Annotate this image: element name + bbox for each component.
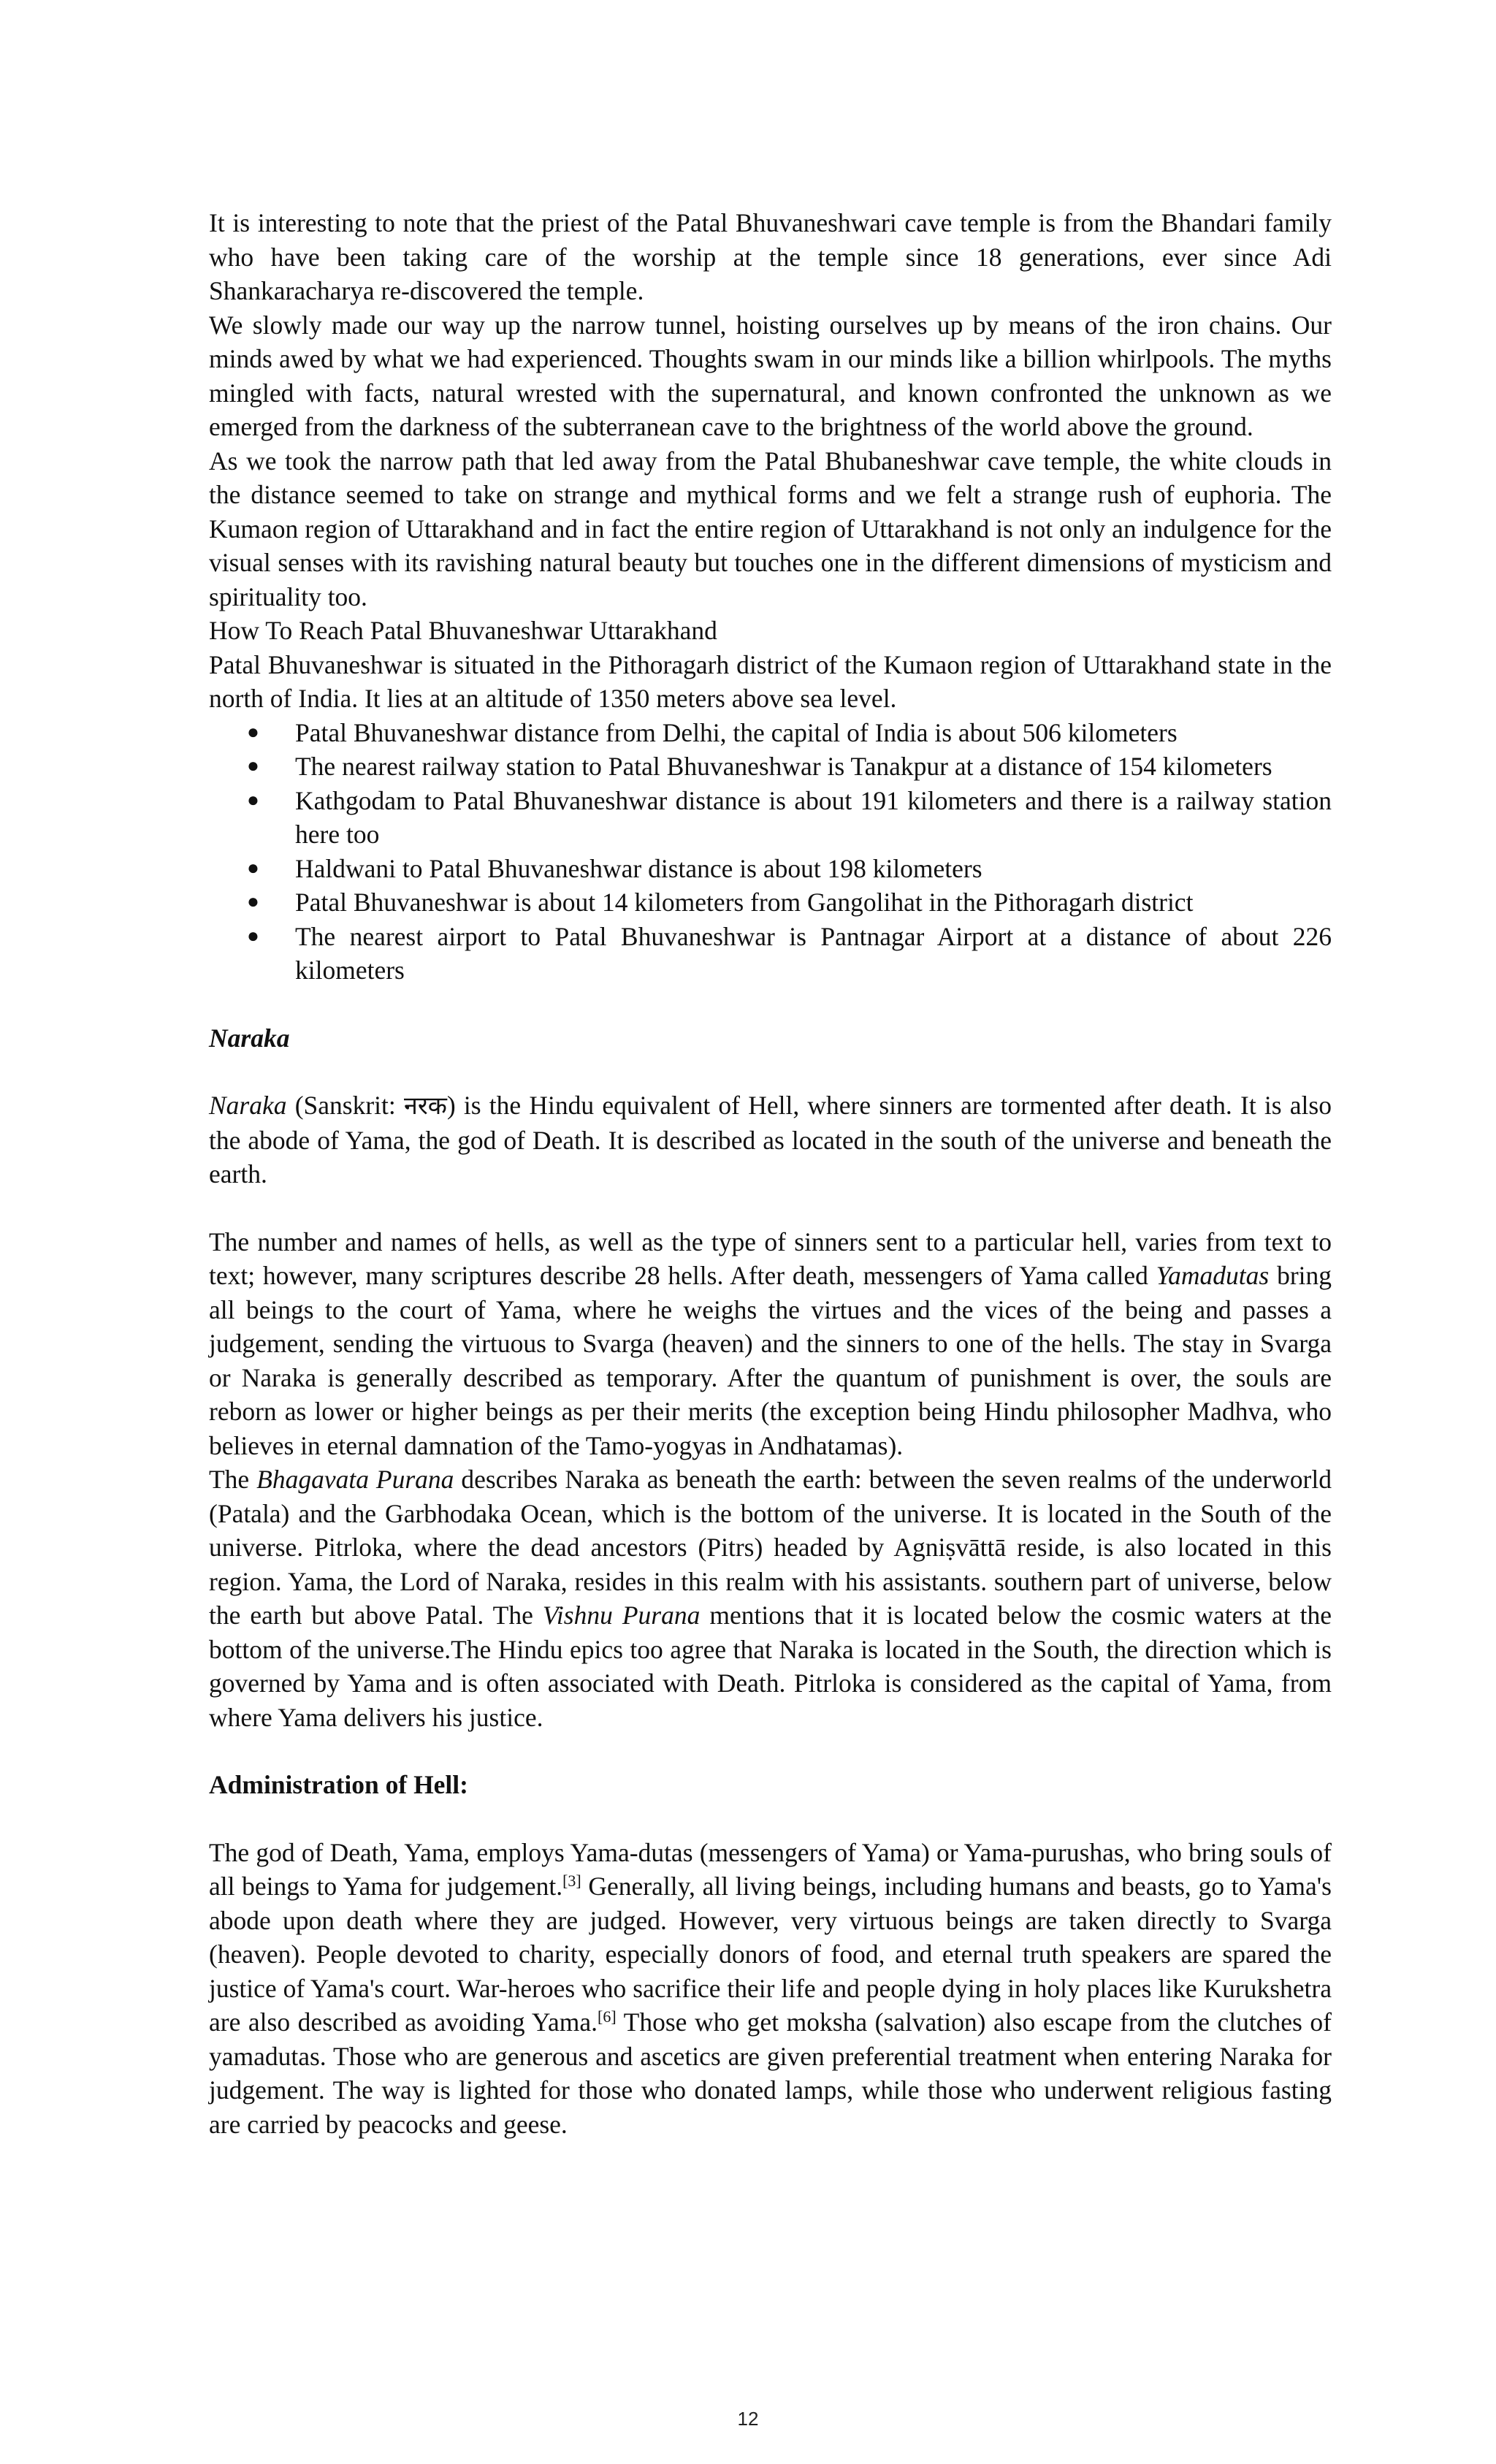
text-segment: The [209,1465,257,1494]
intro-paragraph-2: We slowly made our way up the narrow tunnel, hoisting ourselves up by means of the iron chains. Our minds awed by what we had experienced. Thoughts swam in our minds like a billion whirlpools. The myths mingled with facts, natural wrested with the supernatural, and known confronted the unknown as we emerged from the darkness of the subterranean cave to the brightness of the world above the ground. [209,310,1332,441]
list-item [247,885,1332,920]
list-item [247,852,1332,886]
spacer [209,988,1332,1021]
spacer [209,1734,1332,1768]
naraka-heading: Naraka [209,1023,290,1053]
naraka-paragraph-2 [209,1225,1332,1463]
spacer [209,1055,1332,1088]
bullet-text: Patal Bhuvaneshwar is about 14 kilometers from Gangolihat in the Pithoragarh district [295,888,1194,917]
administration-heading: Administration of Hell: [209,1770,468,1799]
bullet-text: The nearest railway station to Patal Bhuvaneshwar is Tanakpur at a distance of 154 kilometers [295,752,1272,781]
administration-paragraph [209,1836,1332,2142]
text-segment: describes Naraka as beneath the earth: between the seven realms of the underworld (Patala) and the Garbhodaka Ocean, which is the bottom of the universe. It is located in the South of the universe. Pitrloka, where the dead ancestors (Pitrs) headed by Agniṣvāttā reside, is also located in this region. Yama, the Lord of Naraka, resides in this realm with his assistants. southern part of universe, below the earth but above Patal. The [209,1465,1332,1630]
intro-paragraph-1: It is interesting to note that the priest of the Patal Bhuvaneshwari cave temple is from the Bhandari family who have been taking care of the worship at the temple since 18 generations, ever since Adi Shankaracharya re-discovered the temple. [209,208,1332,305]
bullet-text: Kathgodam to Patal Bhuvaneshwar distance is about 191 kilometers and there is a railway station here too [295,785,1332,849]
reference-marker: [3] [562,1872,581,1890]
spacer [209,1191,1332,1225]
sanskrit-word: नरक [403,1091,447,1121]
bullet-text: Haldwani to Patal Bhuvaneshwar distance is about 198 kilometers [295,853,982,883]
bullet-icon: ● [247,720,259,744]
text-segment: bring all beings to the court of Yama, where he weighs the virtues and the vices of the being and passes a judgement, sending the virtuous to Svarga (heaven) and the sinners to one of the hells. The stay in Svarga or Naraka is generally described as temporary. After the quantum of punishment is over, the souls are reborn as lower or higher beings as per their merits (the exception being Hindu philosopher Madhva, who believes in eternal damnation of the Tamo-yogyas in Andhatamas). [209,1261,1332,1460]
bullet-icon: ● [247,890,259,913]
page-number: 12 [737,2408,759,2430]
sanskrit-prefix: (Sanskrit: [286,1091,404,1120]
list-item [247,716,1332,750]
spacer [209,1802,1332,1836]
reach-paragraph: Patal Bhuvaneshwar is situated in the Pithoragarh district of the Kumaon region of Uttarakhand state in the north of India. It lies at an altitude of 1350 meters above sea level. [209,649,1332,713]
naraka-paragraph-1 [209,1088,1332,1191]
reference-marker: [6] [598,2007,617,2026]
list-item [247,750,1332,784]
document-page [209,206,1332,2141]
bullet-text: The nearest airport to Patal Bhuvaneshwar is Pantnagar Airport at a distance of about 226 kilometers [295,921,1332,985]
text-segment: Those who get moksha (salvation) also escape from the clutches of yamadutas. Those who are generous and ascetics are given preferential treatment when entering Naraka for judgement. The way is lighted for those who donated lamps, while those who underwent religious fasting are carried by peacocks and geese. [209,2007,1332,2139]
distance-bullet-list [209,716,1332,988]
bullet-text: Patal Bhuvaneshwar distance from Delhi, the capital of India is about 506 kilometers [295,717,1178,747]
naraka-term: Naraka [209,1091,287,1120]
list-item [247,784,1332,852]
text-segment: The god of Death, Yama, employs Yama-dutas (messengers of Yama) or Yama-purushas, who bring souls of all beings to Yama for judgement. [209,1837,1332,1901]
naraka-paragraph-3 [209,1462,1332,1734]
bullet-icon: ● [247,924,259,947]
bullet-icon: ● [247,856,259,880]
italic-title: Bhagavata Purana [256,1465,454,1494]
bullet-icon: ● [247,788,259,812]
reach-heading: How To Reach Patal Bhuvaneshwar Uttarakhand [209,616,717,645]
naraka-definition: ) is the Hindu equivalent of Hell, where sinners are tormented after death. It is also the abode of Yama, the god of Death. It is described as located in the south of the universe and beneath the earth. [209,1091,1332,1189]
italic-title: Vishnu Purana [542,1601,701,1630]
text-segment: Generally, all living beings, including humans and beasts, go to Yama's abode upon death where they are judged. However, very virtuous beings are taken directly to Svarga (heaven). People devoted to charity, especially donors of food, and eternal truth speakers are spared the justice of Yama's court. War-heroes who sacrifice their life and people dying in holy places like Kurukshetra are also described as avoiding Yama. [209,1872,1332,2037]
list-item [247,920,1332,988]
text-segment: The number and names of hells, as well as the type of sinners sent to a particular hell, varies from text to text; however, many scriptures describe 28 hells. After death, messengers of Yama called [209,1227,1332,1290]
italic-term: Yamadutas [1156,1261,1270,1290]
text-segment: mentions that it is located below the cosmic waters at the bottom of the universe.The Hindu epics too agree that Naraka is located in the South, the direction which is governed by Yama and is often associated with Death. Pitrloka is considered as the capital of Yama, from where Yama delivers his justice. [209,1601,1332,1732]
intro-paragraph-3: As we took the narrow path that led away from the Patal Bhubaneshwar cave temple, the white clouds in the distance seemed to take on strange and mythical forms and we felt a strange rush of euphoria. The Kumaon region of Uttarakhand and in fact the entire region of Uttarakhand is not only an indulgence for the visual senses with its ravishing natural beauty but touches one in the different dimensions of mysticism and spirituality too. [209,446,1332,611]
bullet-icon: ● [247,755,259,777]
